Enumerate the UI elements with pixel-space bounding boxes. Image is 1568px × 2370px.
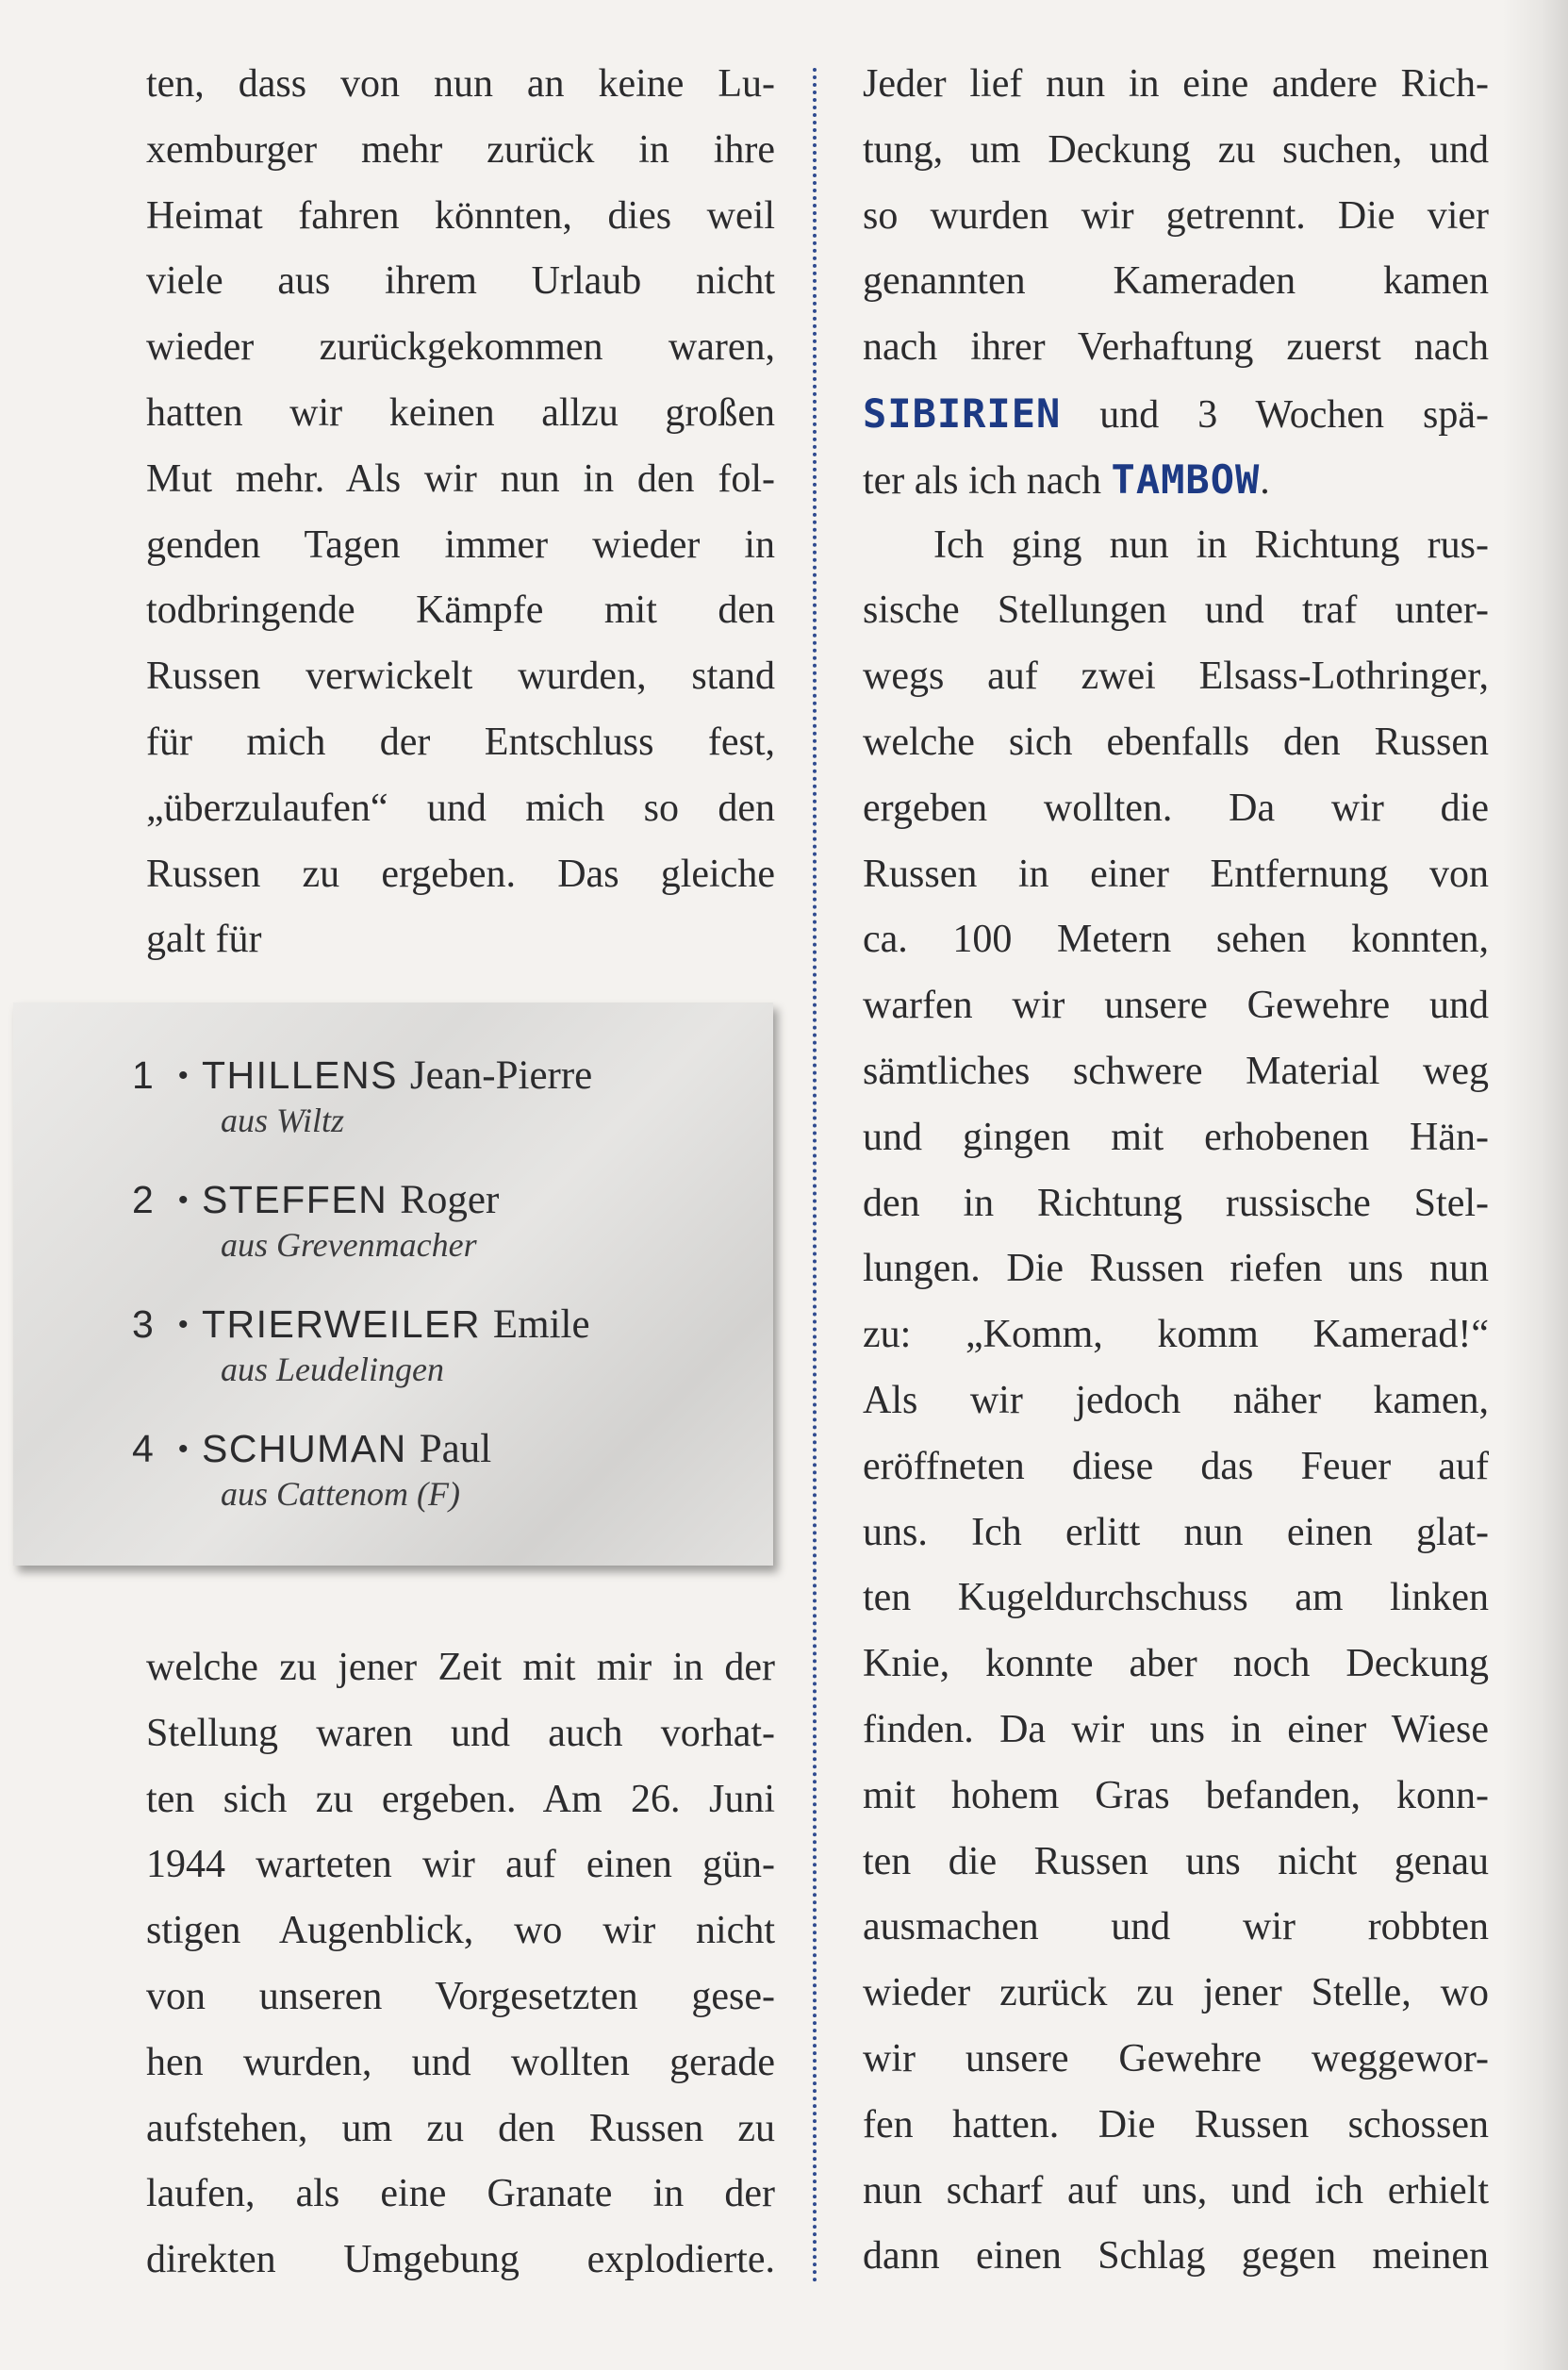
- column-divider: [813, 68, 817, 2284]
- text-line: von unseren Vorgesetzten gese-: [146, 1974, 775, 2018]
- text-line: genannten Kameraden kamen: [863, 259, 1489, 304]
- text-line: nach ihrer Verhaftung zuerst nach: [863, 325, 1489, 370]
- list-item-origin: aus Leudelingen: [221, 1351, 444, 1388]
- left-column-top-text: [146, 52, 775, 973]
- list-item-number: 2: [132, 1178, 156, 1221]
- text-line: tung, um Deckung zu suchen, und: [863, 127, 1489, 172]
- text-line: ausmachen und wir robbten: [863, 1905, 1489, 1949]
- text-line: Jeder lief nun in eine andere Rich-: [863, 62, 1489, 106]
- list-item-origin: aus Cattenom (F): [221, 1475, 460, 1513]
- list-item: [132, 1301, 735, 1389]
- place-name-siberia: SIBIRIEN: [863, 389, 1062, 437]
- list-item-number: 3: [132, 1302, 156, 1346]
- text-line: xemburger mehr zurück in ihre: [146, 127, 775, 172]
- text-line: wieder zurück zu jener Stelle, wo: [863, 1971, 1489, 2015]
- text-line: hatten wir keinen allzu großen: [146, 390, 775, 435]
- text-line: laufen, als eine Granate in der: [146, 2172, 775, 2216]
- list-item-surname: THILLENS: [202, 1053, 398, 1097]
- text-line: warfen wir unsere Gewehre und: [863, 984, 1489, 1028]
- list-item-origin: aus Wiltz: [221, 1102, 345, 1139]
- text-line: Ich ging nun in Richtung rus-: [933, 522, 1489, 567]
- text-line: stigen Augenblick, wo wir nicht: [146, 1909, 775, 1953]
- text-line: zu: „Komm, komm Kamerad!“: [863, 1313, 1489, 1357]
- text-line: dann einen Schlag gegen meinen: [863, 2234, 1489, 2279]
- text-line: und gingen mit erhobenen Hän-: [863, 1115, 1489, 1159]
- text-line: finden. Da wir uns in einer Wiese: [863, 1707, 1489, 1751]
- list-item-name: [132, 1052, 735, 1099]
- list-item: [132, 1426, 735, 1514]
- text-fragment: ter als ich nach: [863, 458, 1112, 503]
- text-line: ergeben wollten. Da wir die: [863, 786, 1489, 830]
- bullet-icon: •: [177, 1309, 190, 1340]
- list-item-number: 1: [132, 1053, 156, 1097]
- text-line: galt für: [146, 918, 262, 962]
- text-line: für mich der Entschluss fest,: [146, 720, 775, 764]
- text-line: so wurden wir getrennt. Die vier: [863, 193, 1489, 238]
- list-item-firstname: Jean-Pierre: [409, 1053, 593, 1098]
- text-line: wieder zurückgekommen waren,: [146, 325, 775, 370]
- text-line: welche sich ebenfalls den Russen: [863, 720, 1489, 764]
- text-line: ten sich zu ergeben. Am 26. Juni: [146, 1777, 775, 1821]
- text-line: Heimat fahren könnten, dies weil: [146, 193, 775, 238]
- text-line: mit hohem Gras befanden, konn-: [863, 1773, 1489, 1817]
- text-fragment: .: [1260, 458, 1270, 503]
- text-line: nun scharf auf uns, und ich erhielt: [863, 2168, 1489, 2213]
- text-line: fen hatten. Die Russen schossen: [863, 2102, 1489, 2146]
- text-line: Stellung waren und auch vorhat-: [146, 1711, 775, 1755]
- text-line: sische Stellungen und traf unter-: [863, 588, 1489, 633]
- list-item-name: [132, 1177, 735, 1223]
- list-item: [132, 1052, 735, 1140]
- bullet-icon: •: [177, 1060, 190, 1091]
- text-line: „überzulaufen“ und mich so den: [146, 786, 775, 830]
- text-line: uns. Ich erlitt nun einen glat-: [863, 1510, 1489, 1554]
- text-line: direkten Umgebung explodierte.: [146, 2238, 775, 2282]
- text-line-with-place: [863, 447, 1489, 513]
- text-line: ten Kugeldurchschuss am linken: [863, 1576, 1489, 1620]
- bullet-icon: •: [177, 1185, 190, 1216]
- text-line: Knie, konnte aber noch Deckung: [863, 1642, 1489, 1686]
- text-line: sämtliches schwere Material weg: [863, 1049, 1489, 1093]
- text-fragment: und 3 Wochen spä-: [1061, 392, 1489, 437]
- text-line: wegs auf zwei Elsass-Lothringer,: [863, 655, 1489, 699]
- text-line: lungen. Die Russen riefen uns nun: [863, 1247, 1489, 1291]
- text-line: wir unsere Gewehre weggewor-: [863, 2036, 1489, 2080]
- bullet-icon: •: [177, 1434, 190, 1465]
- right-column-text: [863, 52, 1489, 2290]
- text-line: welche zu jener Zeit mit mir in der: [146, 1646, 775, 1689]
- list-item-name: [132, 1426, 735, 1472]
- text-line: aufstehen, um zu den Russen zu: [146, 2106, 775, 2150]
- list-item-surname: STEFFEN: [202, 1178, 388, 1221]
- text-line: eröffneten diese das Feuer auf: [863, 1444, 1489, 1488]
- list-item-origin: aus Grevenmacher: [221, 1226, 477, 1264]
- text-line: genden Tagen immer wieder in: [146, 522, 775, 567]
- text-line: den in Richtung russische Stel-: [863, 1181, 1489, 1225]
- text-line: 1944 warteten wir auf einen gün-: [146, 1843, 775, 1887]
- text-line: Mut mehr. Als wir nun in den fol-: [146, 456, 775, 501]
- text-line: viele aus ihrem Urlaub nicht: [146, 259, 775, 304]
- text-line: Russen verwickelt wurden, stand: [146, 655, 775, 699]
- list-item-number: 4: [132, 1427, 156, 1470]
- list-item-firstname: Roger: [400, 1178, 500, 1222]
- list-item-surname: SCHUMAN: [202, 1427, 407, 1470]
- list-item-firstname: Paul: [419, 1427, 492, 1471]
- place-name-tambow: TAMBOW: [1111, 456, 1261, 503]
- list-item-name: [132, 1301, 735, 1348]
- page-edge-shadow: [1502, 0, 1568, 2370]
- text-line: Russen in einer Entfernung von: [863, 852, 1489, 896]
- text-line: hen wurden, und wollten gerade: [146, 2040, 775, 2084]
- list-item: [132, 1177, 735, 1265]
- text-line: ten die Russen uns nicht genau: [863, 1839, 1489, 1883]
- text-line-with-place: [863, 381, 1489, 447]
- text-line: Als wir jedoch näher kamen,: [863, 1378, 1489, 1422]
- text-line: ca. 100 Metern sehen konnten,: [863, 918, 1489, 962]
- text-line: Russen zu ergeben. Das gleiche: [146, 852, 775, 896]
- text-line: todbringende Kämpfe mit den: [146, 588, 775, 633]
- left-column-bottom-text: [146, 1635, 775, 2294]
- list-item-firstname: Emile: [492, 1302, 590, 1347]
- text-line: ten, dass von nun an keine Lu-: [146, 62, 775, 106]
- list-item-surname: TRIERWEILER: [202, 1302, 481, 1346]
